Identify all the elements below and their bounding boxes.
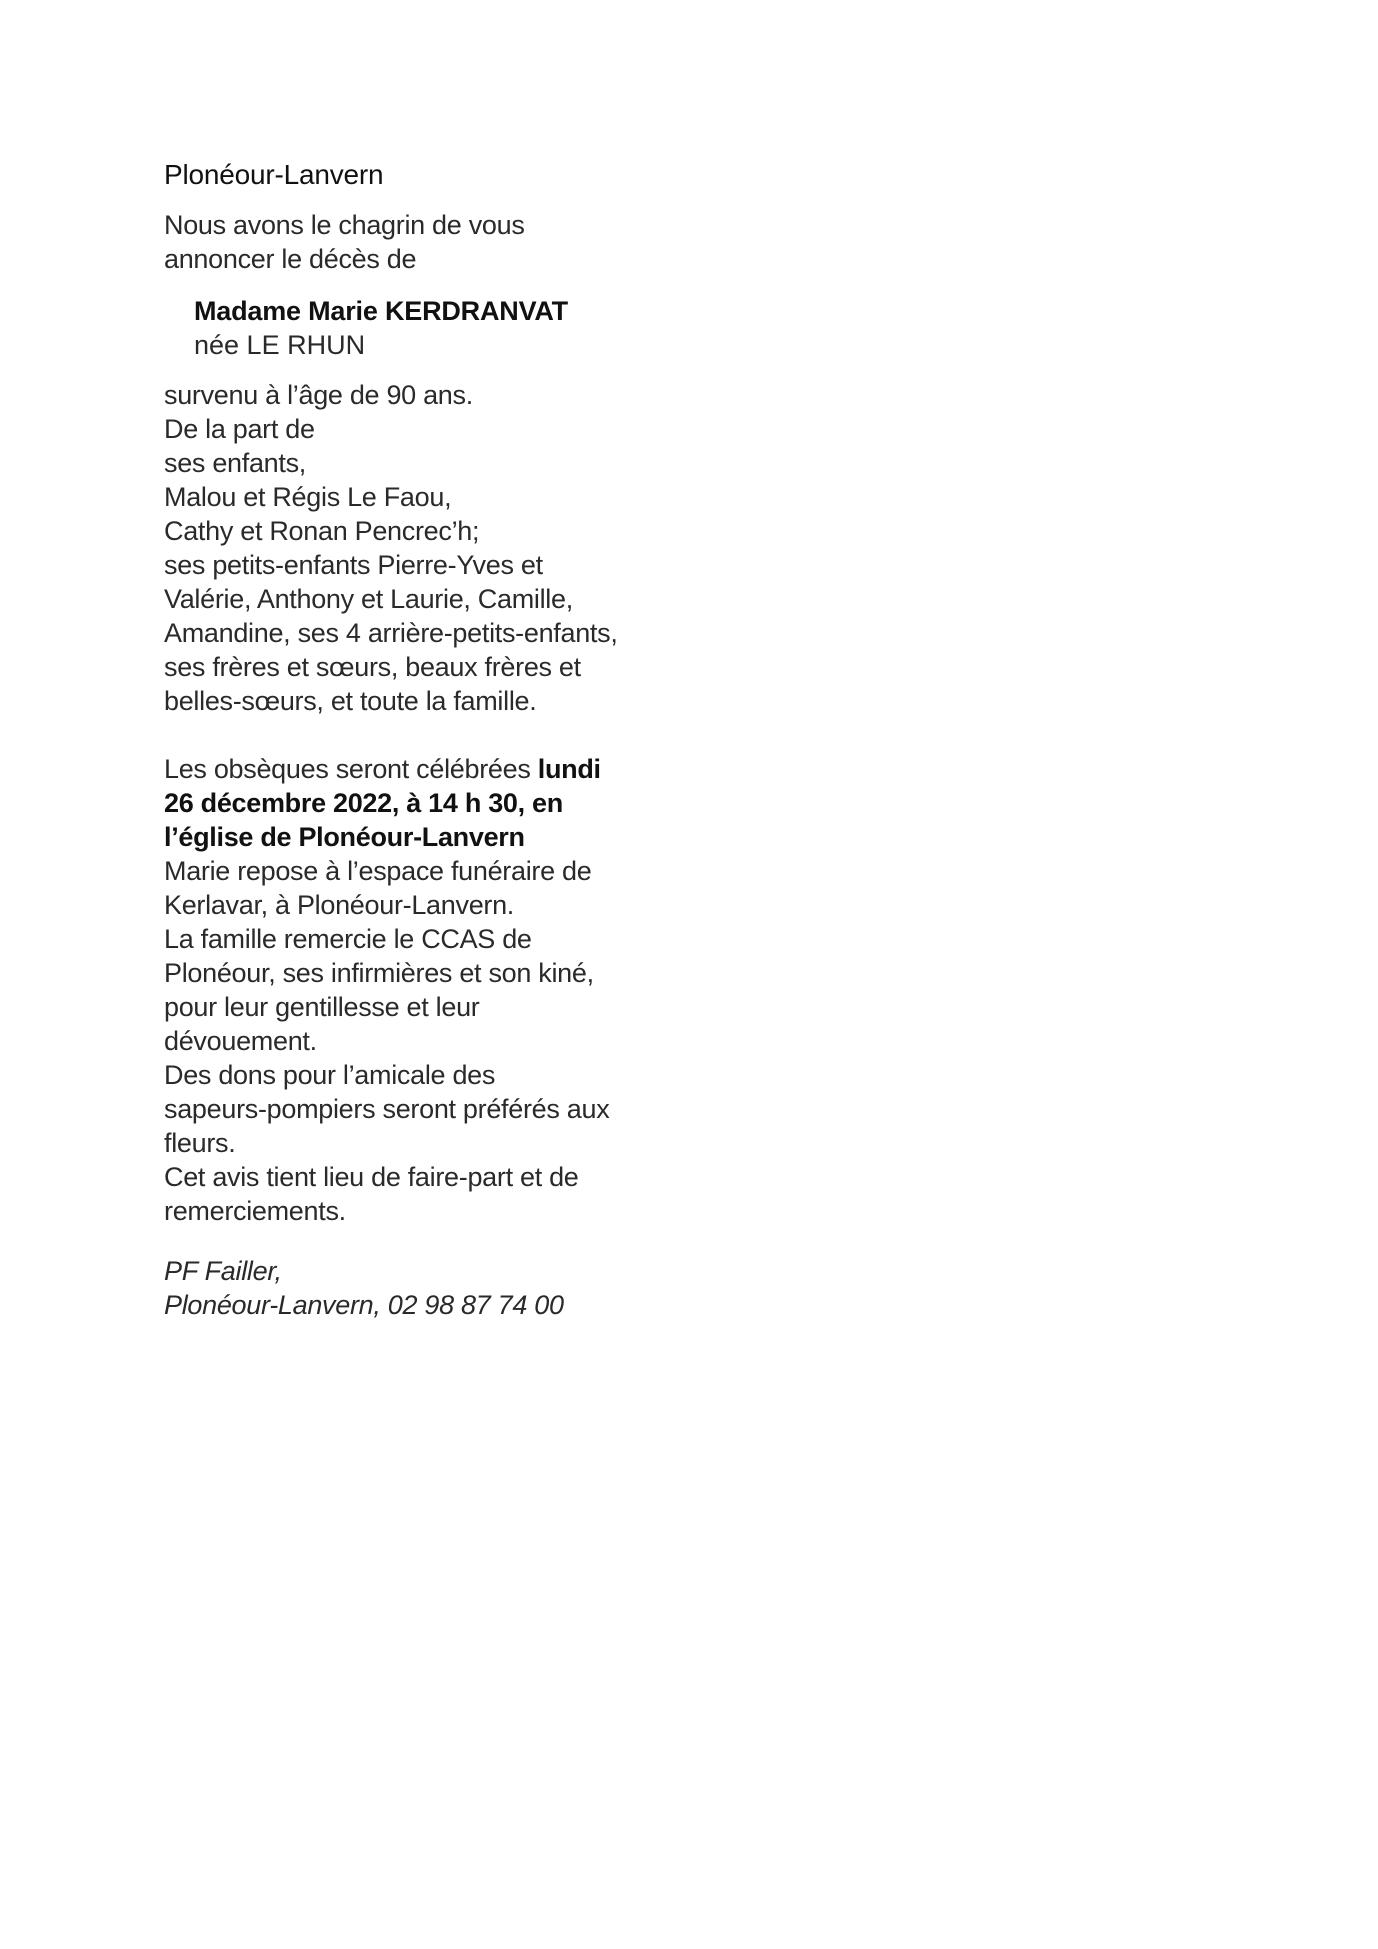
- agency-contact: Plonéour-Lanvern, 02 98 87 74 00: [164, 1290, 564, 1320]
- family-line: De la part de: [164, 414, 315, 444]
- ceremony-line: pour leur gentillesse et leur: [164, 992, 480, 1022]
- family-text: [164, 378, 764, 718]
- family-line: Malou et Régis Le Faou,: [164, 482, 452, 512]
- ceremony-date-time: 26 décembre 2022, à 14 h 30, en: [164, 788, 563, 818]
- ceremony-line: Marie repose à l’espace funéraire de: [164, 856, 592, 886]
- family-line: ses frères et sœurs, beaux frères et: [164, 652, 581, 682]
- funeral-agency: [164, 1254, 764, 1322]
- ceremony-line: remerciements.: [164, 1196, 346, 1226]
- deceased-maiden-name: née LE RHUN: [194, 330, 366, 360]
- family-line: Cathy et Ronan Pencrec’h;: [164, 516, 480, 546]
- ceremony-place: l’église de Plonéour-Lanvern: [164, 822, 525, 852]
- location-heading: Plonéour-Lanvern: [164, 159, 384, 190]
- ceremony-line: sapeurs-pompiers seront préférés aux: [164, 1094, 610, 1124]
- family-line: belles-sœurs, et toute la famille.: [164, 686, 537, 716]
- obituary-notice: [164, 158, 764, 1322]
- intro-line: annoncer le décès de: [164, 244, 417, 274]
- ceremony-line: Des dons pour l’amicale des: [164, 1060, 496, 1090]
- agency-name: PF Failler,: [164, 1256, 282, 1286]
- ceremony-line: La famille remercie le CCAS de: [164, 924, 532, 954]
- intro-line: Nous avons le chagrin de vous: [164, 210, 525, 240]
- ceremony-line: [164, 752, 764, 786]
- deceased-name: Madame Marie KERDRANVAT: [194, 296, 568, 326]
- ceremony-day: lundi: [537, 754, 601, 784]
- family-line: ses enfants,: [164, 448, 306, 478]
- deceased-block: [194, 294, 764, 362]
- ceremony-line: fleurs.: [164, 1128, 236, 1158]
- family-line: Amandine, ses 4 arrière-petits-enfants,: [164, 618, 618, 648]
- ceremony-intro: Les obsèques seront célébrées: [164, 754, 538, 784]
- family-line: Valérie, Anthony et Laurie, Camille,: [164, 584, 573, 614]
- ceremony-line: dévouement.: [164, 1026, 317, 1056]
- ceremony-line: Plonéour, ses infirmières et son kiné,: [164, 958, 594, 988]
- ceremony-line: Kerlavar, à Plonéour-Lanvern.: [164, 890, 515, 920]
- ceremony-text: [164, 752, 764, 1228]
- family-line: survenu à l’âge de 90 ans.: [164, 380, 473, 410]
- ceremony-line: Cet avis tient lieu de faire-part et de: [164, 1162, 579, 1192]
- family-line: ses petits-enfants Pierre-Yves et: [164, 550, 543, 580]
- intro-text: [164, 208, 764, 276]
